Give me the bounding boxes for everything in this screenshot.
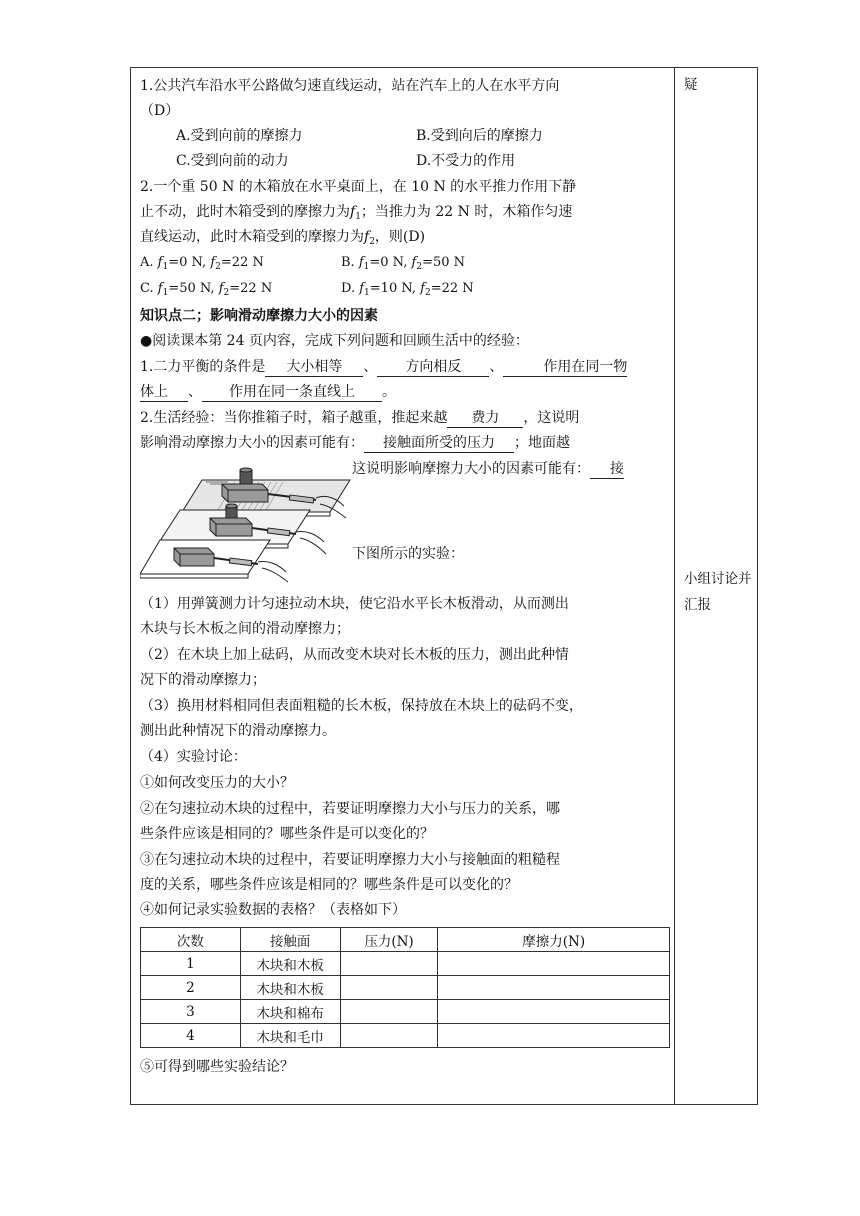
p2-line4: 下图所示的实验： [352, 546, 464, 562]
side-note-group-discussion: 小组讨论并汇报 [684, 571, 752, 613]
blank-opposite-direction: 方向相反 [377, 358, 489, 377]
table-cell: 木块和木板 [240, 976, 340, 1000]
q2-line1: 2.一个重 50 N 的木箱放在水平桌面上，在 10 N 的水平推力作用下静 [140, 179, 577, 195]
table-row [141, 952, 670, 976]
q1-option-a: A.受到向前的摩擦力 [176, 128, 303, 144]
table-cell [340, 952, 438, 976]
p1-line1: 1.二力平衡的条件是 大小相等 、 方向相反 、 作用在同一物 [140, 359, 628, 375]
blank-contact-surface: 接 [590, 460, 624, 479]
data-table [140, 927, 670, 1048]
blank-pressure: 接触面所受的压力 [364, 434, 514, 453]
table-cell [438, 1024, 670, 1048]
discussion-5: ⑤可得到哪些实验结论？ [140, 1059, 294, 1075]
blank-same-object-a: 作用在同一物 [503, 358, 627, 377]
table-cell [438, 976, 670, 1000]
table-cell: 木块和毛巾 [240, 1024, 340, 1048]
table-header-cell: 压力(N) [340, 928, 438, 952]
step3-line1: （3）换用材料相同但表面粗糙的长木板，保持放在木块上的砝码不变， [140, 698, 583, 714]
discussion-3-line1: ③在匀速拉动木块的过程中，若要证明摩擦力大小与接触面的粗糙程 [140, 852, 560, 868]
discussion-3-line2: 度的关系，哪些条件应该是相同的？哪些条件是可以变化的？ [140, 877, 518, 893]
q2-line2-text-a: 止不动，此时木箱受到的摩擦力为 [140, 204, 350, 220]
q1-option-d: D.不受力的作用 [416, 153, 516, 169]
p1-line2: 体上 、 作用在同一条直线上 。 [140, 384, 396, 400]
step4-heading: （4）实验讨论： [140, 749, 247, 765]
step2-line2: 况下的滑动摩擦力； [140, 672, 266, 688]
q2-line2-text-b: ；当推力为 22 N 时，木箱作匀速 [360, 204, 573, 220]
table-cell: 2 [141, 976, 241, 1000]
table-cell [438, 952, 670, 976]
table-cell: 木块和棉布 [240, 1000, 340, 1024]
section2-title: 知识点二；影响滑动摩擦力大小的因素 [140, 308, 378, 324]
q2-option-b: B. $f_1=0$ N, $f_2=50$ N [341, 255, 465, 272]
table-header-cell: 摩擦力(N) [438, 928, 670, 952]
table-header-cell: 次数 [141, 928, 241, 952]
step1-line1: （1）用弹簧测力计匀速拉动木块，使它沿水平长木板滑动，从而测出 [140, 596, 569, 612]
table-row [141, 976, 670, 1000]
q1-option-b: B.受到向后的摩擦力 [416, 128, 543, 144]
table-cell: 3 [141, 1000, 241, 1024]
q2-option-c: C. $f_1=50$ N, $f_2=22$ N [140, 281, 273, 298]
step1-line2: 木块与长木板之间的滑动摩擦力； [140, 621, 350, 637]
q2-line2 [140, 201, 572, 228]
table-cell: 4 [141, 1024, 241, 1048]
q1-stem: 1.公共汽车沿水平公路做匀速直线运动，站在汽车上的人在水平方向 [140, 78, 560, 94]
side-note-doubt: 疑 [684, 77, 698, 93]
section2-intro: ●阅读课本第 24 页内容，完成下列问题和回顾生活中的经验： [140, 333, 529, 349]
experiment-illustration [140, 460, 352, 584]
discussion-1: ①如何改变压力的大小？ [140, 775, 294, 791]
discussion-2-line1: ②在匀速拉动木块的过程中，若要证明摩擦力大小与压力的关系，哪 [140, 801, 560, 817]
f1-symbol: $f_1$ [350, 204, 361, 222]
blank-effort: 费力 [447, 409, 523, 428]
discussion-4: ④如何记录实验数据的表格？（表格如下） [140, 902, 406, 918]
p2-line1: 2.生活经验：当你推箱子时，箱子越重，推起来越 费力 ，这说明 [140, 410, 580, 426]
lesson-frame [130, 67, 758, 1105]
table-header-cell: 接触面 [240, 928, 340, 952]
p2-line2: 影响滑动摩擦力大小的因素可能有： 接触面所受的压力 ；地面越 [140, 435, 570, 451]
f2-symbol: $f_2$ [364, 229, 375, 247]
q2-option-d: D. $f_1=10$ N, $f_2=22$ N [341, 281, 474, 298]
table-cell: 木块和木板 [240, 952, 340, 976]
column-divider [674, 68, 675, 1104]
q1-answer: （D） [140, 103, 180, 119]
table-cell [340, 976, 438, 1000]
table-row [141, 1024, 670, 1048]
table-cell: 1 [141, 952, 241, 976]
table-header-row [141, 928, 670, 952]
blank-equal-magnitude: 大小相等 [265, 358, 363, 377]
q2-option-a: A. $f_1=0$ N, $f_2=22$ N [140, 255, 264, 272]
step2-line1: （2）在木块上加上砝码，从而改变木块对长木板的压力，测出此种情 [140, 647, 569, 663]
p2-line3: 这说明影响摩擦力大小的因素可能有： 接 [352, 461, 624, 477]
discussion-2-line2: 些条件应该是相同的？哪些条件是可以变化的？ [140, 826, 434, 842]
blank-same-line: 作用在同一条直线上 [202, 383, 382, 402]
q2-line3 [140, 226, 425, 253]
table-cell [438, 1000, 670, 1024]
table-cell [340, 1024, 438, 1048]
table-cell [340, 1000, 438, 1024]
blank-same-object-b: 体上 [140, 383, 188, 402]
step3-line2: 测出此种情况下的滑动摩擦力。 [140, 723, 336, 739]
table-row [141, 1000, 670, 1024]
q1-option-c: C.受到向前的动力 [176, 153, 289, 169]
q2-line3-text-b: ，则(D) [374, 229, 426, 245]
q2-line3-text-a: 直线运动，此时木箱受到的摩擦力为 [140, 229, 364, 245]
